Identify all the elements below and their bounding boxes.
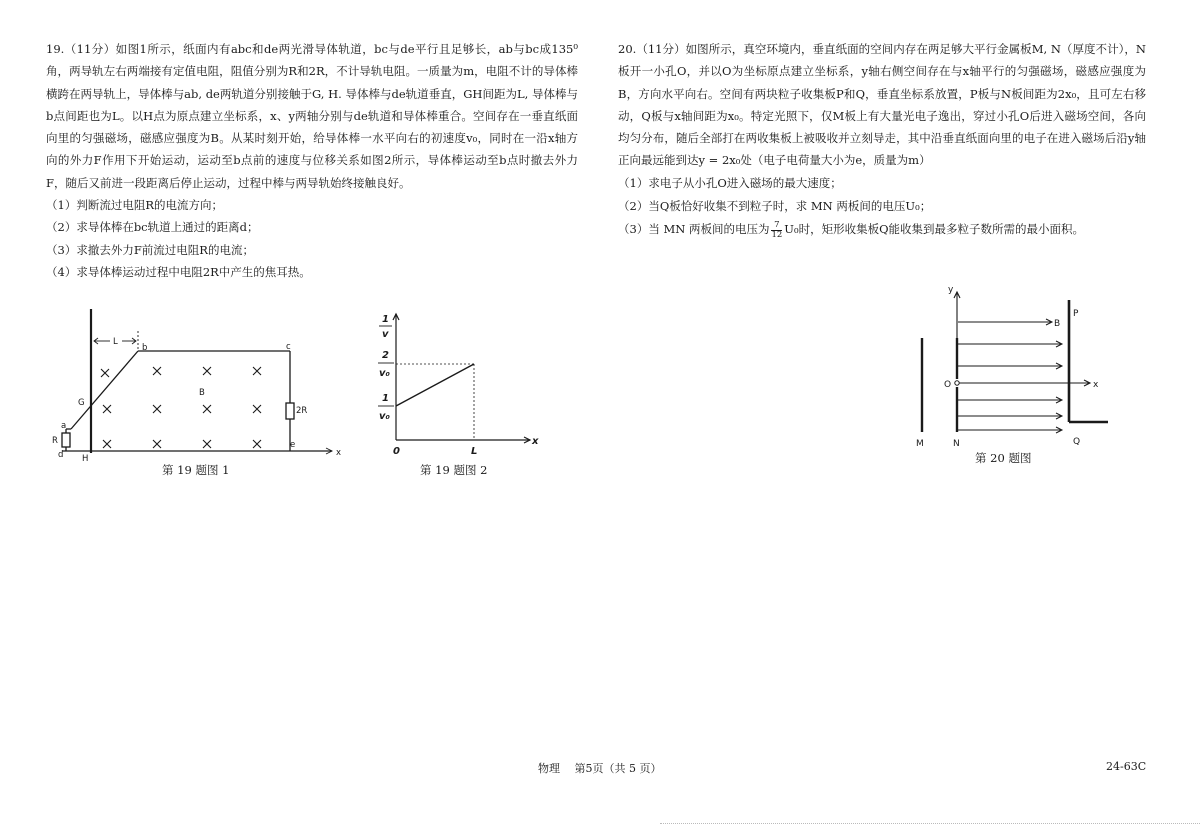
- q20-sub-3: [618, 218, 1146, 240]
- q19-subquestions: [46, 194, 578, 283]
- q20-figure: [912, 280, 1112, 455]
- fig2-y2-den: v₀: [379, 368, 390, 379]
- fig20-label-B: B: [1054, 319, 1061, 329]
- fig20-label-Q: Q: [1073, 437, 1081, 447]
- fig2-y2-num: 2: [382, 350, 389, 361]
- q20-sub-3-fraction: [771, 221, 782, 240]
- q20-sub-3-frac-den: 12: [771, 229, 783, 240]
- page-footer: 物理 第5页（共 5 页）: [538, 762, 662, 775]
- q19-sub-1: （1）判断流过电阻R的电流方向；: [46, 198, 223, 213]
- fig20-label-x: x: [1093, 380, 1099, 390]
- fig2-origin: 0: [393, 446, 400, 457]
- fig20-label-P: P: [1073, 309, 1079, 319]
- q20-sub-3-prefix: （3）当 MN 两板间的电压为: [618, 222, 770, 237]
- fig20-label-N: N: [953, 439, 960, 449]
- fig1-label-d: d: [58, 450, 64, 460]
- q19-stem: 19.（11分）如图1所示，纸面内有abc和de两光滑导体轨道，bc与de平行且足够长，ab与bc成135⁰角，两导轨左右两端接有定值电阻，阻值分别为R和2R，不计导轨电阻。一质量为m，电阻不计的导体棒横跨在两导轨上，导体棒与ab, de两轨道分别接触于G, H. 导体棒与de轨道垂直，GH间距为L, 导体棒与b点间距也为L。以H点为原点建立坐标系，x、y两轴分别与de轨道和导体棒重合。空间存在一垂直纸面向里的匀强磁场，磁感应强度为B。从某时刻开始，给导体棒一水平向右的初速度v₀，同时在一沿x轴方向的外力F作用下开始运动，运动至b点前的速度与位移关系如图2所示，导体棒运动至b点时撤去外力F，随后又前进一段距离后停止运动，过程中棒与两导轨始终接触良好。: [46, 42, 578, 190]
- fig20-label-y: y: [948, 285, 954, 295]
- q19-figure-1: [40, 305, 360, 465]
- fig20-label-O: O: [944, 380, 952, 390]
- fig2-ytop-den: v: [382, 329, 389, 340]
- q19-fig1-caption: 第 19 题图 1: [162, 463, 230, 477]
- fig1-label-c: c: [286, 342, 291, 352]
- fig1-label-2R: 2R: [296, 406, 308, 416]
- paper-code: 24-63C: [1106, 760, 1147, 773]
- q19-sub-3: （3）求撤去外力F前流过电阻R的电流；: [46, 242, 254, 257]
- q20-subquestions: [618, 172, 1146, 241]
- q19-figure-2: [370, 308, 545, 458]
- fig1-label-L: L: [113, 337, 118, 347]
- question-20: [618, 38, 1146, 242]
- question-19: [46, 38, 578, 283]
- fig2-y1-den: v₀: [379, 411, 390, 422]
- scan-edge-line: [660, 823, 1200, 824]
- q20-sub-1: （1）求电子从小孔O进入磁场的最大速度；: [618, 175, 842, 190]
- fig1-label-b: b: [142, 343, 148, 353]
- fig20-label-M: M: [916, 439, 924, 449]
- fig1-label-H: H: [82, 454, 89, 464]
- q20-fig-caption: 第 20 题图: [975, 451, 1032, 465]
- q19-fig2-caption: 第 19 题图 2: [420, 463, 488, 477]
- q20-sub-3-frac-num: 7: [771, 221, 782, 231]
- fig1-label-R: R: [52, 436, 58, 446]
- q20-sub-3-suffix: U₀时，矩形收集板Q能收集到最多粒子数所需的最小面积。: [784, 222, 1085, 237]
- q19-sub-2: （2）求导体棒在bc轨道上通过的距离d；: [46, 220, 259, 235]
- fig2-ytop-num: 1: [382, 314, 389, 325]
- fig1-label-e: e: [290, 440, 296, 450]
- fig2-x-L: L: [471, 446, 478, 457]
- fig1-label-G: G: [78, 398, 85, 408]
- fig1-label-a: a: [61, 421, 67, 431]
- fig1-label-x: x: [336, 448, 342, 458]
- fig2-x-axis: x: [532, 436, 539, 447]
- fig1-label-B: B: [199, 388, 205, 398]
- q20-stem: 20.（11分）如图所示，真空环境内，垂直纸面的空间内存在两足够大平行金属板M, N（厚度不计），N板开一小孔O，并以O为坐标原点建立坐标系，y轴右侧空间存在与x轴平行的匀强磁场，磁感应强度为B，方向水平向右。空间有两块粒子收集板P和Q，垂直坐标系放置，P板与N板间距为2x₀，且可左右移动，Q板与x轴间距为x₀。特定光照下，仅M板上有大量光电子逸出，穿过小孔O后进入磁场空间，各向均匀分布，随后全部打在两收集板上被吸收并立刻导走，其中沿垂直纸面向里的电子在进入磁场后沿y轴正向最远能到达y = 2x₀处（电子电荷量大小为e，质量为m）: [618, 42, 1146, 168]
- fig2-y1-num: 1: [382, 393, 389, 404]
- q19-sub-4: （4）求导体棒运动过程中电阻2R中产生的焦耳热。: [46, 264, 311, 279]
- q20-sub-2: （2）当Q板恰好收集不到粒子时，求 MN 两板间的电压U₀；: [618, 199, 932, 214]
